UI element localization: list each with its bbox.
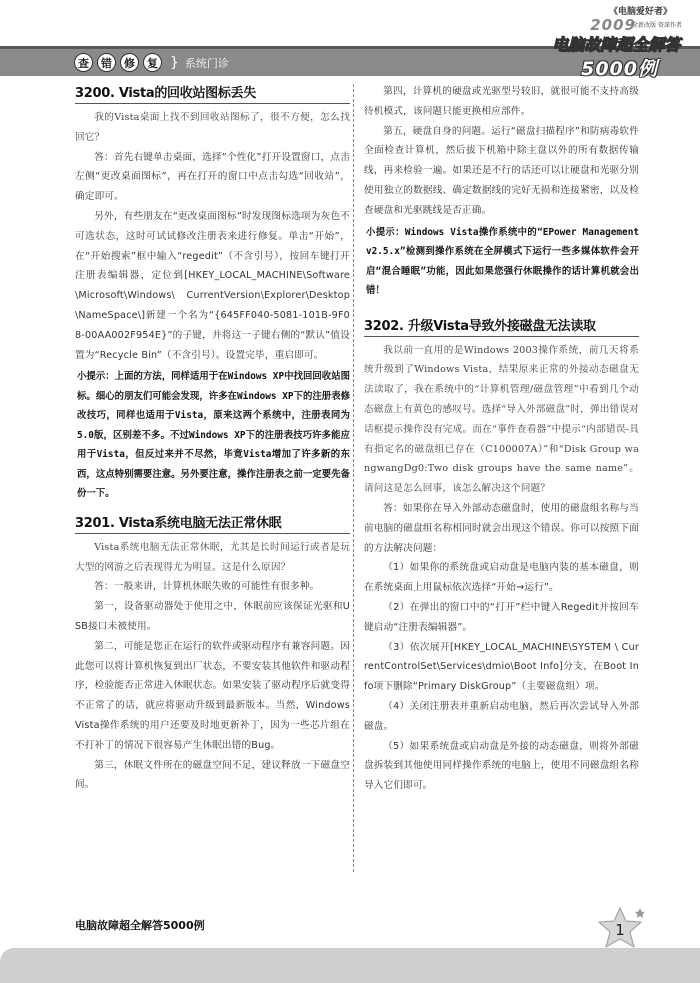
answer-paragraph: 答：一般来讲，计算机休眠失败的可能性有很多种。 [94,581,320,593]
left-column [75,82,350,795]
answer-paragraph: （5）如果系统盘或启动盘是外接的动态磁盘，则将外部磁盘拆装到其他使用同样操作系统的电脑上，使用不同磁盘组名称导入它们即可。 [364,740,639,792]
answer-paragraph: 第五，硬盘自身的问题。运行“磁盘扫描程序”和防病毒软件全面检查计算机，然后拔下机箱中除主盘以外的所有数据传输线，再来检验一遍。如果还是不行的话还可以让硬盘和光驱分别使用独立的数据线、确定数据线的完好无损和连接紧密，以及检查硬盘和光驱跳线是否正确。 [364,125,639,216]
answer-paragraph: （3）依次展开[HKEY_LOCAL_MACHINE\SYSTEM \ CurrentControlSet\Services\dmio\Boot Info]分支，在Boot Info项下删除“Primary DiskGroup”（主要磁盘组）项。 [364,641,639,693]
answer-paragraph: （2）在弹出的窗口中的“打开”栏中键入Regedit并按回车键启动“注册表编辑器”。 [364,601,639,633]
badge-char: 修 [120,53,139,72]
question-title: 3200. Vista的回收站图标丢失 [75,82,350,104]
answer-paragraph: 另外，有些朋友在“更改桌面图标”时发现图标选项为灰色不可选状态，这时可试试修改注册表来进行修复。单击“开始”，在“开始搜索”框中输入“regedit”（不含引号），按回车键打开注册表编辑器，定位到[HKEY_LOCAL_MACHINE\Software\Microsoft\Windows\ CurrentVersion\Explorer\Desktop\NameSpace\]新建一个名为“{645FF040-5081-101B-9F08-00AA002F954E}”的子键，并将这一子键右侧的“默认”值设置为“Recycle Bin”（不含引号）。设置完毕，重启即可。 [75,210,350,361]
series-title: 电脑故障超全解答 [551,35,680,54]
answer-paragraph: 第二，可能是您正在运行的软件或驱动程序有兼容问题。因此您可以将计算机恢复到出厂状态，不要安装其他软件和驱动程序，检验能否正常进入休眠状态。如果安装了驱动程序后就变得不正常了的话，就应将驱动升级到最新版本。当然，Windows Vista操作系统的用户还要及时地更新补丁，因为一些芯片组在不打补丁的情况下很容易产生休眠出错的Bug。 [75,640,350,751]
answer-paragraph: 答：首先右键单击桌面，选择“个性化”打开设置窗口，点击左侧“更改桌面图标”，再在打开的窗口中点击勾选“回收站”，确定即可。 [75,151,350,203]
badge-char: 复 [143,53,162,72]
page-header [0,0,700,78]
right-column [364,82,639,796]
answer-paragraph: 第一，设备驱动器处于使用之中，休眠前应该保证光驱和USB接口未被使用。 [75,601,350,633]
tip-box: 小提示：Windows Vista操作系统中的“EPower Management v2.5.x”检测到操作系统在全屏模式下运行一些多媒体软件会开启“混合睡眠”功能，因此如果您强行休眠操作的话计算机就会出错！ [366,226,639,297]
footer-book-title: 电脑故障超全解答5000例 [75,919,205,932]
question-text: 我以前一直用的是Windows 2003操作系统，前几天将系统升级到了Windows Vista，结果原来正常的外接动态磁盘无法读取了，我在系统中的“计算机管理/磁盘管理”中看到几个动态磁盘上有黄色的感叹号。选择“导入外部磁盘”时，弹出错误对话框提示操作没有完成。而在“事件查看器”中提示“内部错误-具有指定名的磁盘组已存在（C100007A）”和“Disk Group wangwangDg0:Two disk groups have the same name”。请问这是怎么回事，该怎么解决这个问题？ [364,344,639,495]
badge-char: 查 [74,53,93,72]
section-badges [74,53,229,72]
answer-paragraph: 答：如果你在导入外部动态磁盘时，使用的磁盘组名称与当前电脑的磁盘组名称相同时就会出现这个错误。你可以按照下面的方法解决问题： [364,502,639,554]
badge-char: 错 [97,53,116,72]
series-sub: 全新改版 资深作者 [632,22,682,29]
series-logo [506,6,686,80]
series-year: 2009 [590,16,636,34]
answer-paragraph: （1）如果你的系统盘或启动盘是电脑内装的基本磁盘，则在系统桌面上用鼠标依次选择“开始→运行”。 [364,562,639,594]
answer-paragraph: 第四，计算机的硬盘或光驱型号较旧，就很可能不支持高级待机模式，该问题只能更换相应部件。 [364,86,639,117]
answer-paragraph: 第三，休眠文件所在的磁盘空间不足，建议释放一下磁盘空间。 [75,759,350,791]
question-title: 3201. Vista系统电脑无法正常休眠 [75,512,350,534]
series-count: 5000例 [581,58,658,80]
series-tag: 《电脑爱好者》 [608,7,672,17]
section-name: 系统门诊 [184,56,229,70]
column-divider [353,84,354,872]
question-text: 我的Vista桌面上找不到回收站图标了，很不方便，怎么找回它？ [75,112,350,143]
page-number: 1 [615,921,625,939]
brace-icon: } [170,54,179,71]
answer-paragraph: （4）关闭注册表并重新启动电脑，然后再次尝试导入外部磁盘。 [364,700,639,732]
question-title: 3202. 升级Vista导致外接磁盘无法读取 [364,315,639,337]
footer-band [0,948,700,983]
question-text: Vista系统电脑无法正常休眠，尤其是长时间运行或者是玩大型的网游之后表现得尤为明显。这是什么原因？ [75,541,350,573]
tip-box: 小提示：上面的方法，同样适用于在Windows XP中找回回收站图标。细心的朋友们可能会发现，许多在Windows XP下的注册表修改技巧，同样也适用于Vista，原来这两个系统中，注册表同为5.0版，区别差不多。不过Windows XP下的注册表技巧许多能应用于Vista，但反过来并不尽然，毕竟Vista增加了许多新的东西，这点特别需要注意。另外要注意，操作注册表之前一定要先备份一下。 [77,371,350,500]
